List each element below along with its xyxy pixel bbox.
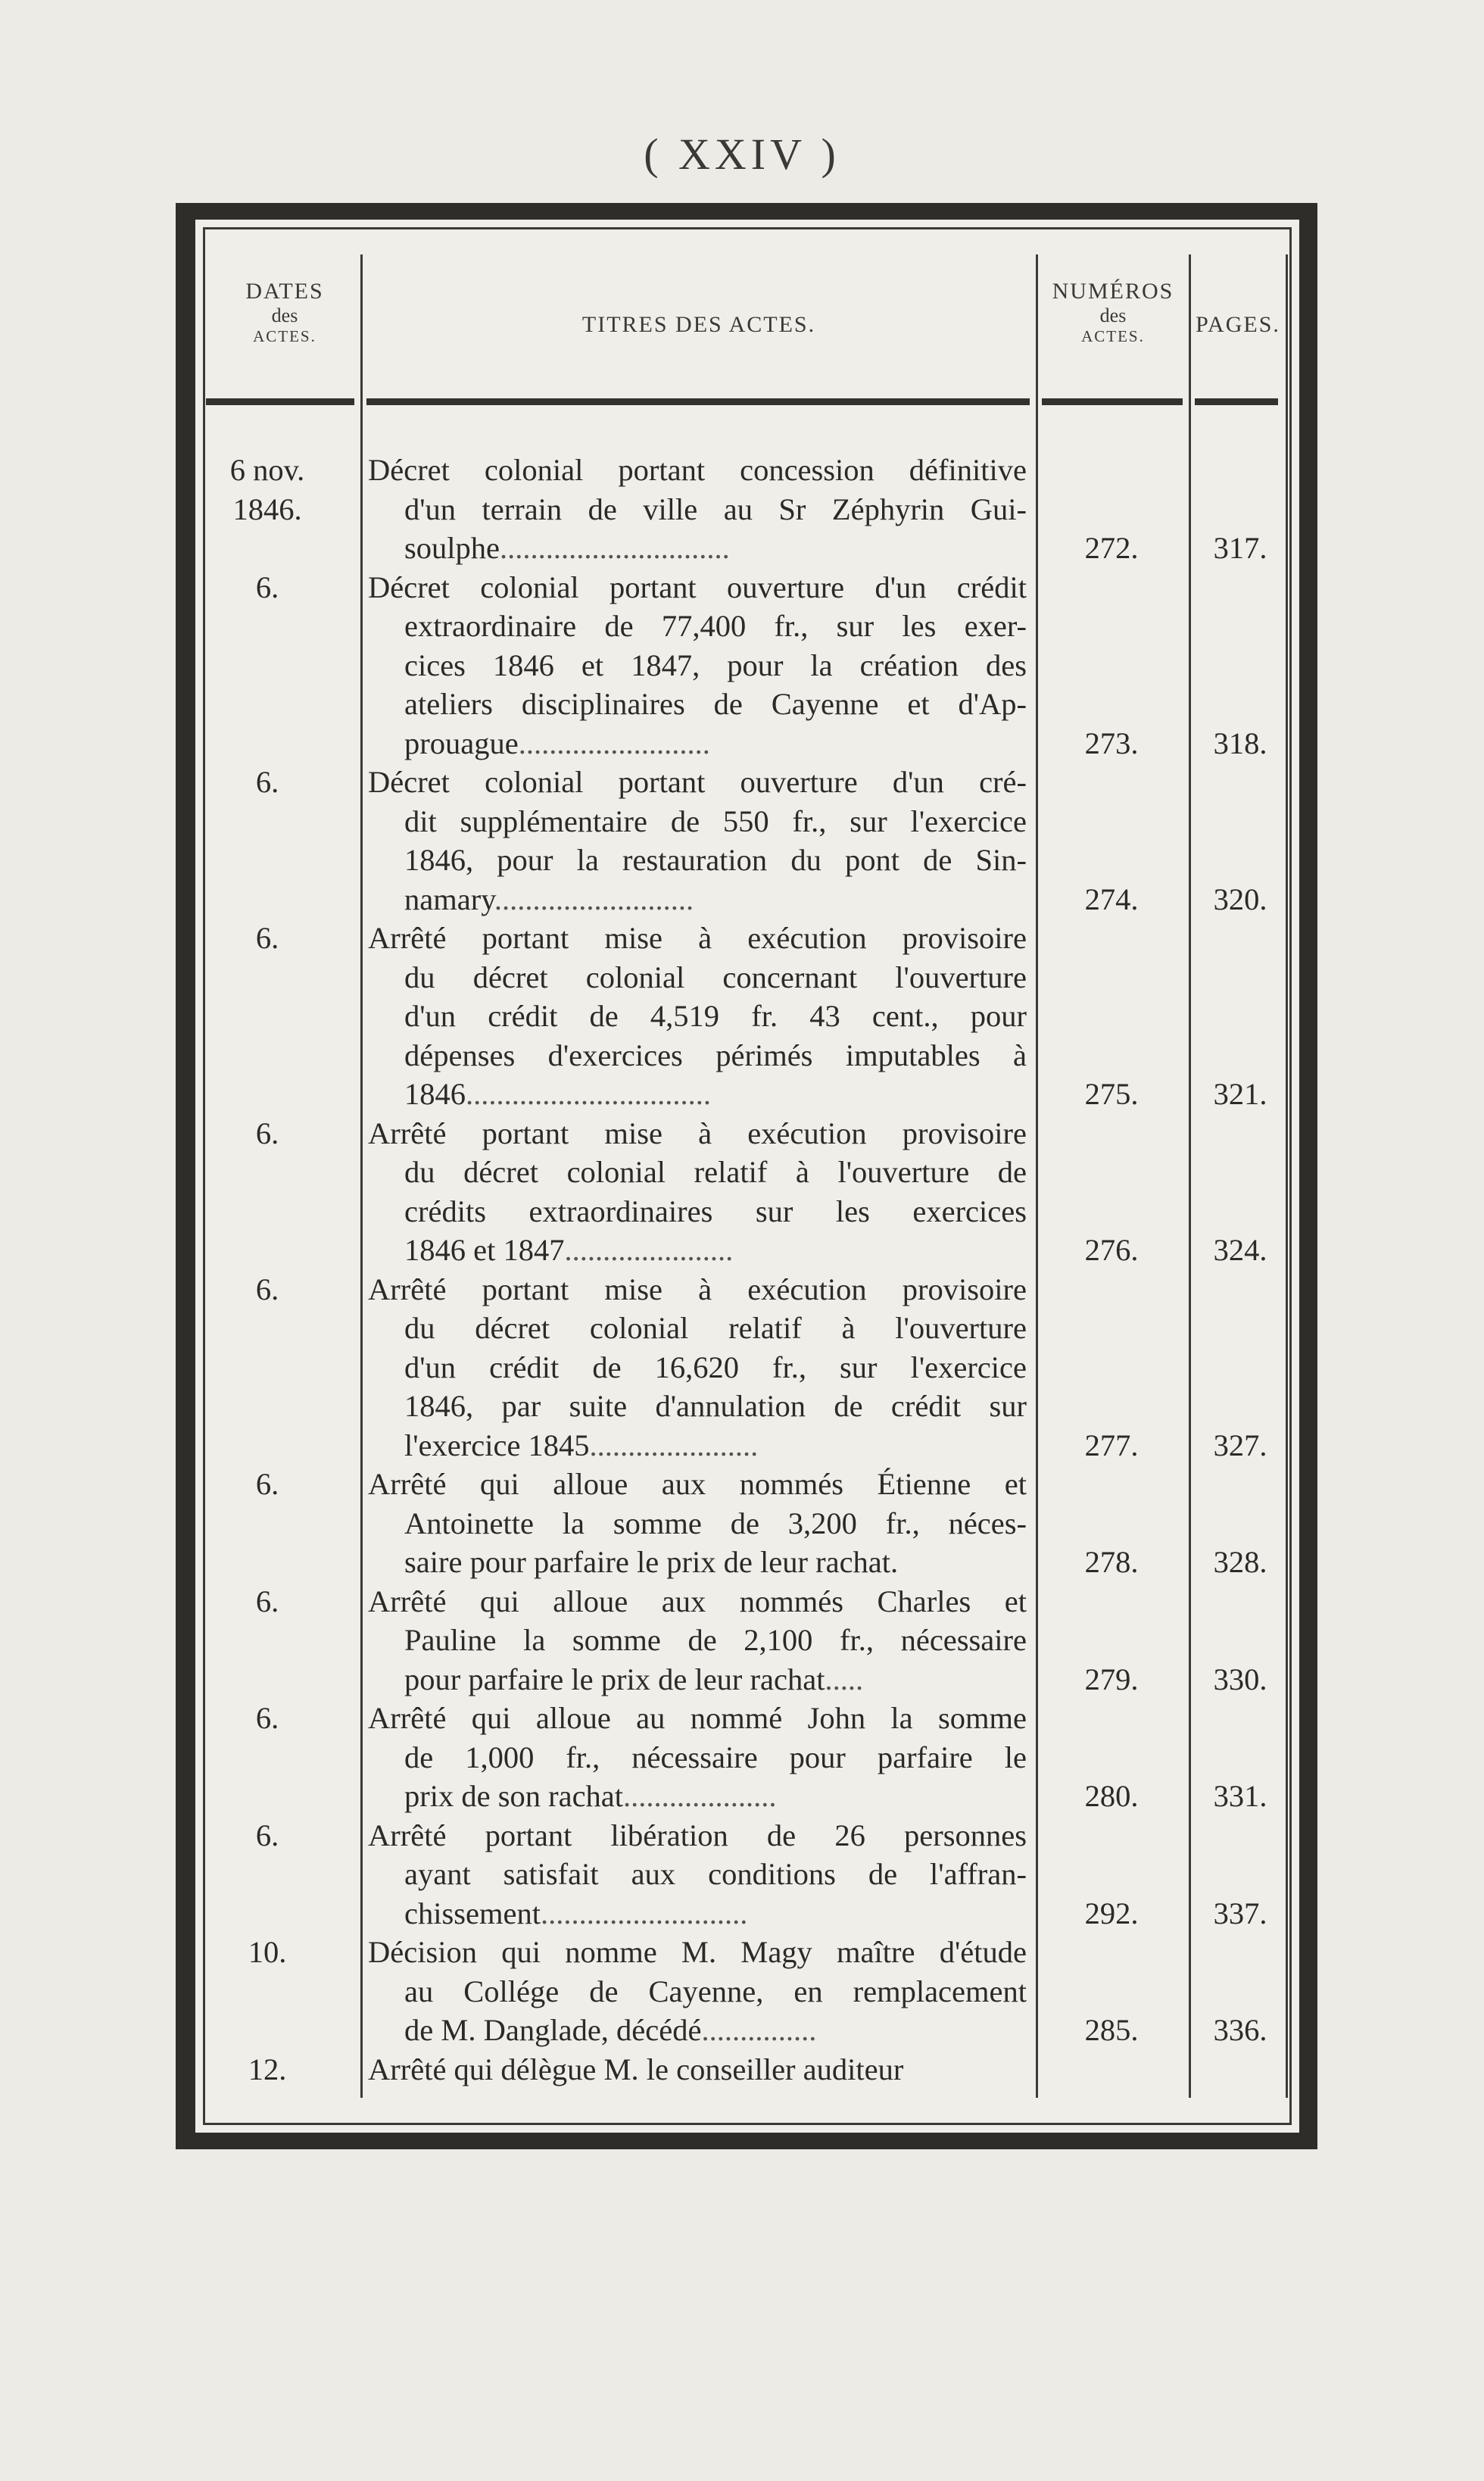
act-title-text: Arrêté portant libération de 26 personnes [368,1818,1027,1852]
act-title-text: l'exercice 1845 [404,1428,590,1462]
act-date-line: 6. [255,1818,279,1852]
act-title-text: prouague [404,726,519,760]
act-title-text: Décret colonial portant ouverture d'un crédit [368,570,1027,604]
header-numeros-line3: ACTES. [1081,327,1145,345]
act-title-text: 1846, par suite d'annulation de crédit sur [404,1389,1027,1423]
act-title-line [368,1114,1027,1153]
page-ref: 321. [1213,1077,1267,1111]
act-title-text: Antoinette la somme de 3,200 fr., néces- [404,1506,1027,1540]
act-number: 275. [1084,1077,1139,1111]
act-title [368,2050,1027,2089]
act-title-text: d'un crédit de 16,620 fr., sur l'exercice [404,1350,1027,1384]
act-title-line [368,1660,1027,1699]
header-titres-label: TITRES DES ACTES. [581,312,816,337]
page-ref: 331. [1213,1779,1267,1813]
act-title [368,919,1027,1114]
leader-dots: .............................. [500,531,730,565]
leader-dots: ...................... [564,1233,734,1267]
act-title [368,1582,1027,1699]
act-date-line: 6 nov. [229,453,305,487]
act-date-line: 10. [248,1935,287,1969]
act-title-line [368,1192,1027,1231]
act-title [368,451,1027,568]
act-title-line [368,1465,1027,1504]
act-title-line [368,2050,1027,2089]
act-title-line [368,1075,1027,1114]
page-ref: 324. [1213,1233,1267,1267]
act-title-text: du décret colonial relatif à l'ouverture de [404,1155,1027,1189]
table-row [195,1816,1299,1933]
act-title-line [368,841,1027,880]
page-ref: 320. [1213,882,1267,916]
act-title-line [368,1699,1027,1738]
act-title-text: saire pour parfaire le prix de leur rachat. [404,1545,899,1579]
act-title-line [368,958,1027,997]
table-row [195,1699,1299,1816]
act-title-line [368,607,1027,646]
act-title [368,1699,1027,1816]
act-title-line [368,1387,1027,1426]
act-date [218,1114,316,1153]
act-date-line: 12. [248,2052,287,2086]
leader-dots: ..... [825,1662,864,1696]
act-date-line: 6. [255,1272,279,1306]
act-title-line [368,568,1027,607]
page-ref: 327. [1213,1428,1267,1462]
act-title-text: de M. Danglade, décédé [404,2013,702,2047]
act-date-line: 6. [255,570,279,604]
table-row [195,568,1299,763]
leader-dots: ........................... [540,1896,748,1930]
act-title-text: 1846 [404,1077,466,1111]
act-title [368,1270,1027,1465]
act-title-text: de 1,000 fr., nécessaire pour parfaire le [404,1740,1027,1774]
act-title-text: dit supplémentaire de 550 fr., sur l'exercice [404,804,1027,838]
table-row [195,1270,1299,1465]
act-date [218,1465,316,1504]
act-number: 278. [1084,1545,1139,1579]
page-ref: 330. [1213,1662,1267,1696]
act-number: 274. [1084,882,1139,916]
act-title-line [368,1816,1027,1855]
act-title [368,568,1027,763]
leader-dots: ................................ [466,1077,711,1111]
act-title-line [368,1777,1027,1816]
table-row [195,1465,1299,1582]
act-title-line [368,997,1027,1036]
act-title-text: ayant satisfait aux conditions de l'affran- [404,1857,1027,1891]
act-title-line [368,1231,1027,1270]
act-number: 280. [1084,1779,1139,1813]
act-title-text: 1846 et 1847 [404,1233,565,1267]
act-title-text: du décret colonial concernant l'ouverture [404,960,1027,994]
header-numeros-line2: des [1099,304,1127,326]
header-numeros [1039,279,1187,346]
act-title-text: soulphe [404,531,500,565]
table-row [195,1582,1299,1699]
page-ref: 317. [1213,531,1267,565]
act-date-line: 6. [255,1701,279,1735]
act-date-line: 1846. [232,492,302,526]
act-title-text: au Collége de Cayenne, en remplacement [404,1974,1027,2008]
act-title-line [368,1348,1027,1387]
act-date [218,1270,316,1309]
act-number: 272. [1084,531,1139,565]
act-date [218,1699,316,1738]
act-title-text: Arrêté portant mise à exécution provisoire [368,1116,1027,1150]
act-title-text: dépenses d'exercices périmés imputables à [404,1038,1027,1072]
act-title-line [368,685,1027,724]
act-title-text: extraordinaire de 77,400 fr., sur les exer- [404,609,1027,643]
leader-dots: ............... [701,2013,817,2047]
act-date [218,919,316,958]
act-title-text: Arrêté qui alloue au nommé John la somme [368,1701,1027,1735]
page-ref: 337. [1213,1896,1267,1930]
act-title-line [368,1504,1027,1543]
header-dates-line2: des [271,304,298,326]
act-title-text: Arrêté portant mise à exécution provisoire [368,1272,1027,1306]
act-title-line [368,646,1027,685]
table-row [195,2050,1299,2089]
act-title-text: namary [404,882,494,916]
act-title-line [368,1855,1027,1894]
act-date [218,1816,316,1855]
act-title [368,763,1027,919]
header-rule [366,398,1030,405]
table-row [195,451,1299,568]
act-title-text: du décret colonial relatif à l'ouverture [404,1311,1027,1345]
act-title-line [368,1153,1027,1192]
act-title-line [368,490,1027,529]
act-title-line [368,1582,1027,1621]
act-title-line [368,1738,1027,1777]
act-title [368,1465,1027,1582]
page-ref: 318. [1213,726,1267,760]
header-rule [206,398,354,405]
act-title-text: crédits extraordinaires sur les exercices [404,1194,1027,1228]
act-title-line [368,919,1027,958]
act-title-line [368,1036,1027,1075]
act-title [368,1114,1027,1270]
leader-dots: ...................... [589,1428,759,1462]
act-title-line [368,724,1027,763]
page-ref: 336. [1213,2013,1267,2047]
act-title-text: ateliers disciplinaires de Cayenne et d'Ap- [404,687,1027,721]
act-title-text: d'un crédit de 4,519 fr. 43 cent., pour [404,999,1027,1033]
act-date [218,568,316,607]
header-dates [210,279,359,346]
act-title-line [368,880,1027,919]
act-date [218,1582,316,1621]
header-rule [1042,398,1183,405]
table-row [195,919,1299,1114]
act-title-text: Décision qui nomme M. Magy maître d'étude [368,1935,1027,1969]
header-titres [363,312,1034,338]
act-date [218,2050,316,2089]
header-numeros-line1: NUMÉROS [1052,279,1174,304]
act-title-line [368,529,1027,568]
header-pages-label: PAGES. [1196,312,1280,337]
table-row [195,1933,1299,2050]
leader-dots: .......................... [494,882,694,916]
table-row [195,763,1299,919]
header-dates-line1: DATES [245,279,324,304]
act-title-line [368,1972,1027,2011]
act-date [218,451,316,529]
act-date-line: 6. [255,921,279,955]
act-title-text: d'un terrain de ville au Sr Zéphyrin Gui- [404,492,1027,526]
act-title-text: 1846, pour la restauration du pont de Sin- [404,843,1027,877]
act-title-text: Arrêté qui alloue aux nommés Étienne et [368,1467,1027,1501]
act-title-text: Arrêté qui délègue M. le conseiller auditeur [368,2052,904,2086]
act-number: 273. [1084,726,1139,760]
act-title-line [368,1543,1027,1582]
table-frame [176,203,1317,2149]
act-date-line: 6. [255,1116,279,1150]
act-title-line [368,1309,1027,1348]
act-title-text: Arrêté qui alloue aux nommés Charles et [368,1584,1027,1618]
act-title-line [368,451,1027,490]
act-number: 279. [1084,1662,1139,1696]
act-title-line [368,802,1027,841]
page-number: ( XXIV ) [644,130,840,179]
leader-dots: ......................... [518,726,710,760]
act-title-line [368,1270,1027,1309]
act-title-text: cices 1846 et 1847, pour la création des [404,648,1027,682]
act-number: 276. [1084,1233,1139,1267]
header-pages [1192,312,1284,338]
act-title-text: Arrêté portant mise à exécution provisoire [368,921,1027,955]
act-number: 285. [1084,2013,1139,2047]
act-date-line: 6. [255,1584,279,1618]
act-title [368,1816,1027,1933]
act-date-line: 6. [255,765,279,799]
act-title-line [368,763,1027,802]
act-title [368,1933,1027,2050]
page-ref: 328. [1213,1545,1267,1579]
act-title-text: prix de son rachat [404,1779,624,1813]
act-title-text: pour parfaire le prix de leur rachat [404,1662,825,1696]
act-title-line [368,2011,1027,2050]
act-date-line: 6. [255,1467,279,1501]
act-title-text: chissement [404,1896,541,1930]
leader-dots: .................... [623,1779,777,1813]
act-date [218,1933,316,1972]
act-title-text: Décret colonial portant ouverture d'un cré- [368,765,1027,799]
act-title-line [368,1621,1027,1660]
act-title-text: Pauline la somme de 2,100 fr., nécessaire [404,1623,1027,1657]
act-number: 292. [1084,1896,1139,1930]
header-rule [1195,398,1278,405]
act-number: 277. [1084,1428,1139,1462]
act-title-text: Décret colonial portant concession définitive [368,453,1027,487]
act-title-line [368,1894,1027,1933]
table-row [195,1114,1299,1270]
header-dates-line3: ACTES. [253,327,316,345]
entries-list [195,451,1299,2089]
act-title-line [368,1933,1027,1972]
act-title-line [368,1426,1027,1465]
act-date [218,763,316,802]
